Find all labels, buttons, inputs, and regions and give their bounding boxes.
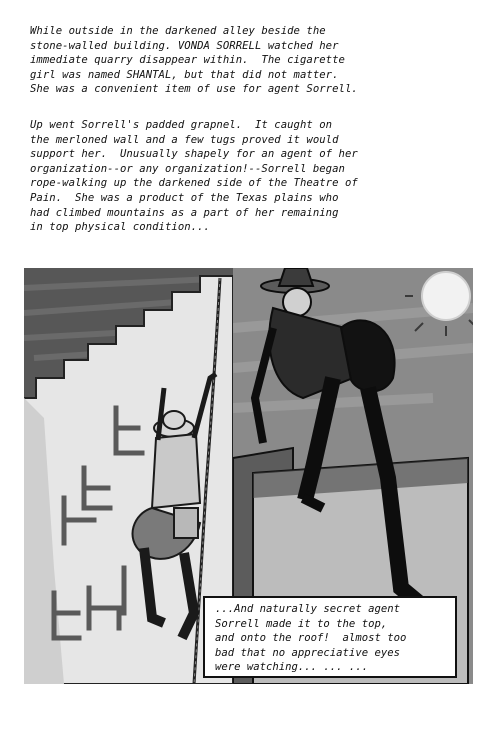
caption-line: and onto the roof! almost too (215, 632, 407, 645)
text-line: stone-walled building. VONDA SORRELL watched her (30, 39, 339, 52)
text-line: the merloned wall and a few tugs proved it would (30, 133, 339, 146)
text-line: organization--or any organization!--Sorrell began (30, 162, 345, 175)
caption-line: were watching... ... ... (215, 661, 369, 674)
text-line: girl was named SHANTAL, but that did not matter. (30, 68, 339, 81)
text-line: rope-walking up the darkened side of the Theatre of (30, 177, 358, 190)
text-line: immediate quarry disappear within. The cigarette (30, 54, 345, 67)
narration-paragraph-1 (30, 24, 475, 97)
text-line: in top physical condition... (30, 221, 210, 234)
narration-paragraph-2 (30, 118, 475, 235)
panel-climbing-wall (24, 268, 233, 684)
caption-box (203, 596, 457, 678)
text-line: Pain. She was a product of the Texas plains who (30, 191, 339, 204)
caption-line: ...And naturally secret agent (215, 603, 400, 615)
caption-line: Sorrell made it to the top, (215, 617, 388, 630)
text-line: had climbed mountains as a part of her remaining (30, 206, 339, 219)
caption-line: bad that no appreciative eyes (215, 646, 400, 659)
text-line: She was a convenient item of use for agent Sorrell. (30, 83, 358, 96)
text-line: support her. Unusually shapely for an agent of her (30, 148, 358, 161)
text-line: While outside in the darkened alley beside the (30, 25, 326, 37)
text-line: Up went Sorrell's padded grapnel. It caught on (30, 119, 333, 131)
climbing-wall-drawing (24, 268, 233, 684)
moon (422, 272, 470, 320)
